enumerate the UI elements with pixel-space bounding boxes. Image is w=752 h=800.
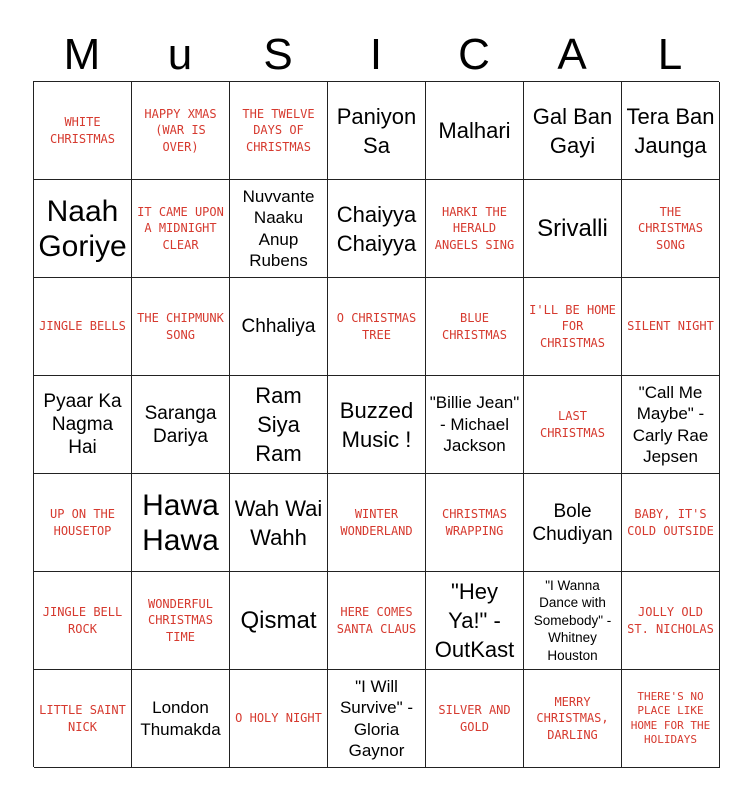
bingo-cell[interactable]: [426, 82, 524, 180]
bingo-cell[interactable]: [132, 180, 230, 278]
cell-label: Hawa Hawa: [142, 488, 219, 557]
bingo-cell[interactable]: [34, 474, 132, 572]
cell-label: Chaiyya Chaiyya: [336, 201, 417, 256]
cell-label: WONDERFUL CHRISTMAS TIME: [147, 596, 214, 644]
bingo-cell[interactable]: [328, 278, 426, 376]
bingo-cell[interactable]: [230, 180, 328, 278]
cell-label: Qismat: [240, 607, 317, 634]
bingo-cell[interactable]: [328, 82, 426, 180]
cell-label: Naah Goriye: [38, 194, 127, 263]
cell-label: SILENT NIGHT: [627, 319, 714, 334]
cell-label: O CHRISTMAS TREE: [336, 311, 417, 342]
bingo-cell[interactable]: [524, 572, 622, 670]
cell-label: LAST CHRISTMAS: [539, 409, 606, 440]
cell-label: LITTLE SAINT NICK: [39, 703, 126, 734]
bingo-cell[interactable]: [426, 474, 524, 572]
bingo-cell[interactable]: [132, 670, 230, 768]
cell-label: JOLLY OLD ST. NICHOLAS: [627, 605, 714, 636]
bingo-cell[interactable]: [230, 474, 328, 572]
bingo-cell[interactable]: [426, 572, 524, 670]
cell-label: Wah Wai Wahh: [234, 495, 323, 550]
bingo-cell[interactable]: [524, 278, 622, 376]
bingo-cell[interactable]: [132, 572, 230, 670]
cell-label: I'LL BE HOME FOR CHRISTMAS: [529, 302, 616, 350]
cell-label: HARKI THE HERALD ANGELS SING: [434, 204, 515, 252]
cell-label: "I Wanna Dance with Somebody" - Whitney Houston: [533, 577, 612, 663]
cell-label: Tera Ban Jaunga: [626, 103, 715, 158]
bingo-cell[interactable]: [524, 474, 622, 572]
bingo-cell[interactable]: [524, 82, 622, 180]
cell-label: HERE COMES SANTA CLAUS: [336, 605, 417, 636]
bingo-cell[interactable]: [230, 278, 328, 376]
bingo-cell[interactable]: [426, 180, 524, 278]
bingo-cell[interactable]: [426, 376, 524, 474]
cell-label: Srivalli: [537, 215, 608, 242]
bingo-cell[interactable]: [34, 82, 132, 180]
cell-label: O HOLY NIGHT: [235, 711, 322, 726]
bingo-cell[interactable]: [132, 474, 230, 572]
bingo-cell[interactable]: [230, 376, 328, 474]
bingo-cell[interactable]: [34, 572, 132, 670]
cell-label: Chhaliya: [241, 316, 316, 337]
cell-label: "Billie Jean" - Michael Jackson: [429, 393, 520, 456]
bingo-cell[interactable]: [622, 670, 720, 768]
bingo-cell[interactable]: [328, 376, 426, 474]
cell-label: Saranga Dariya: [144, 402, 217, 447]
cell-label: MERRY CHRISTMAS, DARLING: [536, 694, 609, 742]
cell-label: THERE'S NO PLACE LIKE HOME FOR THE HOLIDAYS: [630, 689, 711, 746]
bingo-cell[interactable]: [622, 474, 720, 572]
bingo-cell[interactable]: [524, 376, 622, 474]
bingo-grid: [33, 81, 719, 767]
bingo-cell[interactable]: [132, 376, 230, 474]
cell-label: "Hey Ya!" - OutKast: [434, 579, 515, 662]
bingo-cell[interactable]: [622, 376, 720, 474]
cell-label: London Thumakda: [140, 698, 221, 739]
cell-label: Ram Siya Ram: [255, 383, 302, 466]
cell-label: WINTER WONDERLAND: [340, 507, 413, 538]
cell-label: Gal Ban Gayi: [532, 103, 613, 158]
bingo-cell[interactable]: [328, 180, 426, 278]
cell-label: SILVER AND GOLD: [438, 703, 511, 734]
cell-label: BABY, IT'S COLD OUTSIDE: [627, 507, 714, 538]
header-letter-a: A: [557, 30, 587, 79]
bingo-cell[interactable]: [132, 82, 230, 180]
bingo-cell[interactable]: [230, 670, 328, 768]
cell-label: JINGLE BELLS: [39, 319, 126, 334]
cell-label: Malhari: [438, 118, 511, 143]
header-letter-s: S: [263, 30, 293, 79]
bingo-cell[interactable]: [328, 670, 426, 768]
bingo-cell[interactable]: [34, 670, 132, 768]
header-letter-u: u: [167, 30, 193, 79]
bingo-cell[interactable]: [132, 278, 230, 376]
bingo-cell[interactable]: [328, 572, 426, 670]
cell-label: BLUE CHRISTMAS: [441, 311, 508, 342]
header-letter-i: I: [369, 30, 383, 79]
cell-label: JINGLE BELL ROCK: [42, 605, 123, 636]
cell-label: Buzzed Music !: [339, 397, 414, 452]
cell-label: Bole Chudiyan: [532, 500, 613, 545]
cell-label: Pyaar Ka Nagma Hai: [43, 391, 122, 458]
cell-label: THE CHRISTMAS SONG: [637, 204, 704, 252]
bingo-cell[interactable]: [524, 180, 622, 278]
cell-label: "Call Me Maybe" - Carly Rae Jepsen: [632, 382, 709, 466]
cell-label: THE TWELVE DAYS OF CHRISTMAS: [242, 106, 315, 154]
bingo-cell[interactable]: [524, 670, 622, 768]
cell-label: CHRISTMAS WRAPPING: [441, 507, 508, 538]
cell-label: IT CAME UPON A MIDNIGHT CLEAR: [137, 204, 224, 252]
bingo-cell[interactable]: [622, 278, 720, 376]
bingo-cell[interactable]: [34, 278, 132, 376]
bingo-cell[interactable]: [426, 278, 524, 376]
cell-label: UP ON THE HOUSETOP: [49, 507, 116, 538]
bingo-cell[interactable]: [622, 82, 720, 180]
header-letter-c: C: [458, 30, 490, 79]
cell-label: "I Will Survive" - Gloria Gaynor: [339, 676, 414, 760]
cell-label: WHITE CHRISTMAS: [49, 115, 116, 146]
cell-label: HAPPY XMAS (WAR IS OVER): [144, 106, 217, 154]
bingo-cell[interactable]: [230, 82, 328, 180]
cell-label: THE CHIPMUNK SONG: [137, 311, 224, 342]
bingo-cell[interactable]: [34, 376, 132, 474]
cell-label: Paniyon Sa: [336, 103, 417, 158]
bingo-cell[interactable]: [230, 572, 328, 670]
bingo-header: [33, 30, 719, 80]
cell-label: Nuvvante Naaku Anup Rubens: [242, 186, 315, 270]
header-letter-m: M: [63, 30, 101, 79]
bingo-cell[interactable]: [328, 474, 426, 572]
header-letter-l: L: [657, 30, 683, 79]
bingo-cell[interactable]: [622, 572, 720, 670]
bingo-cell[interactable]: [622, 180, 720, 278]
bingo-cell[interactable]: [426, 670, 524, 768]
bingo-cell[interactable]: [34, 180, 132, 278]
